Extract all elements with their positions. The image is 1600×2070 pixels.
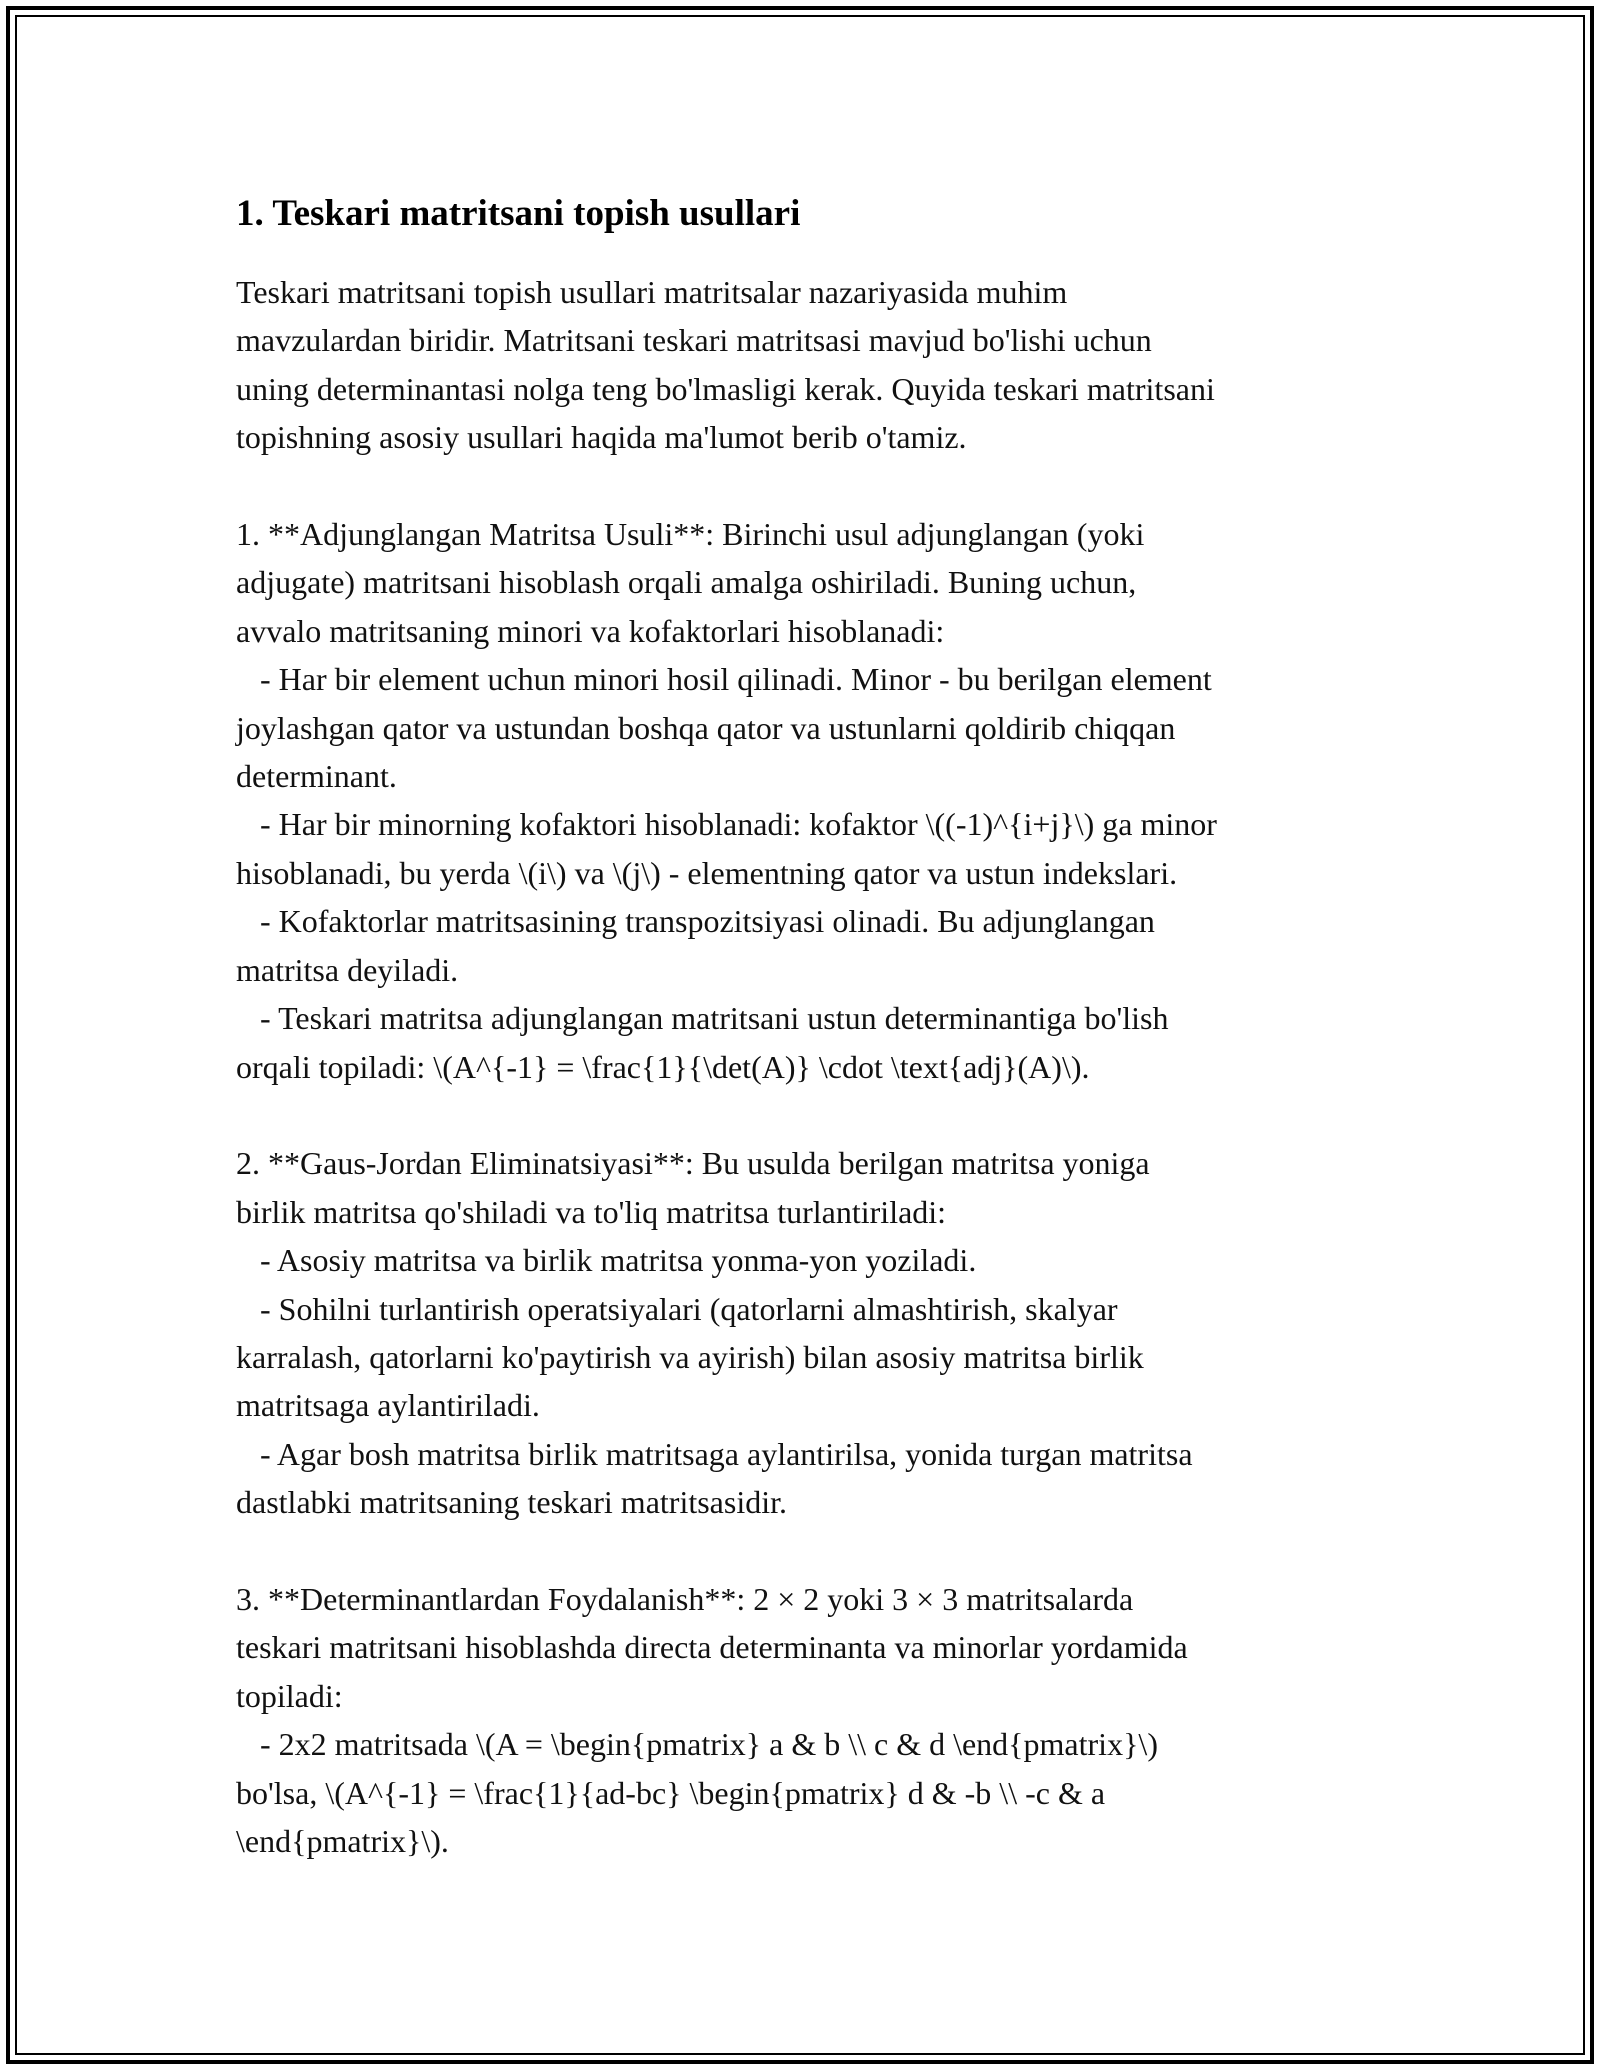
document-content: [236, 188, 1366, 1865]
document-heading: 1. Teskari matritsani topish usullari: [236, 193, 801, 234]
document-body: Teskari matritsani topish usullari matritsalar nazariyasida muhim mavzulardan biridir. Matritsani teskari matritsasi mavjud bo'lishi uchun uning determinantasi nolga teng bo'lmasligi kerak. Quyida teskari matritsani topishning asosiy usullari haqida ma'lumot berib o'tamiz. 1. **Adjunglangan Matritsa Usuli**: Birinchi usul adjunglangan (yoki adjugate) matritsani hisoblash orqali amalga oshiriladi. Buning uchun, avvalo matritsaning minori va kofaktorlari hisoblanadi: - Har bir element uchun minori hosil qilinadi. Minor - bu berilgan element joylashgan qator va ustundan boshqa qator va ustunlarni qoldirib chiqqan determinant. - Har bir minorning kofaktori hisoblanadi: kofaktor \((-1)^{i+j}\) ga minor hisoblanadi, bu yerda \(i\) va \(j\) - elementning qator va ustun indekslari. - Kofaktorlar matritsasining transpozitsiyasi olinadi. Bu adjunglangan matritsa deyiladi. - Teskari matritsa adjunglangan matritsani ustun determinantiga bo'lish orqali topiladi: \(A^{-1} = \frac{1}{\det(A)} \cdot \text{adj}(A)\). 2. **Gaus-Jordan Eliminatsiyasi**: Bu usulda berilgan matritsa yoniga birlik matritsa qo'shiladi va to'liq matritsa turlantiriladi: - Asosiy matritsa va birlik matritsa yonma-yon yoziladi. - Sohilni turlantirish operatsiyalari (qatorlarni almashtirish, skalyar karralash, qatorlarni ko'paytirish va ayirish) bilan asosiy matritsa birlik matritsaga aylantiriladi. - Agar bosh matritsa birlik matritsaga aylantirilsa, yonida turgan matritsa dastlabki matritsaning teskari matritsasidir. 3. **Determinantlardan Foydalanish**: 2 × 2 yoki 3 × 3 matritsalarda teskari matritsani hisoblashda directa determinanta va minorlar yordamida topiladi: - 2x2 matritsada \(A = \begin{pmatrix} a & b \\ c & d \end{pmatrix}\) bo'lsa, \(A^{-1} = \frac{1}{ad-bc} \begin{pmatrix} d & -b \\ -c & a \end{pmatrix}\).: [236, 274, 1217, 1859]
